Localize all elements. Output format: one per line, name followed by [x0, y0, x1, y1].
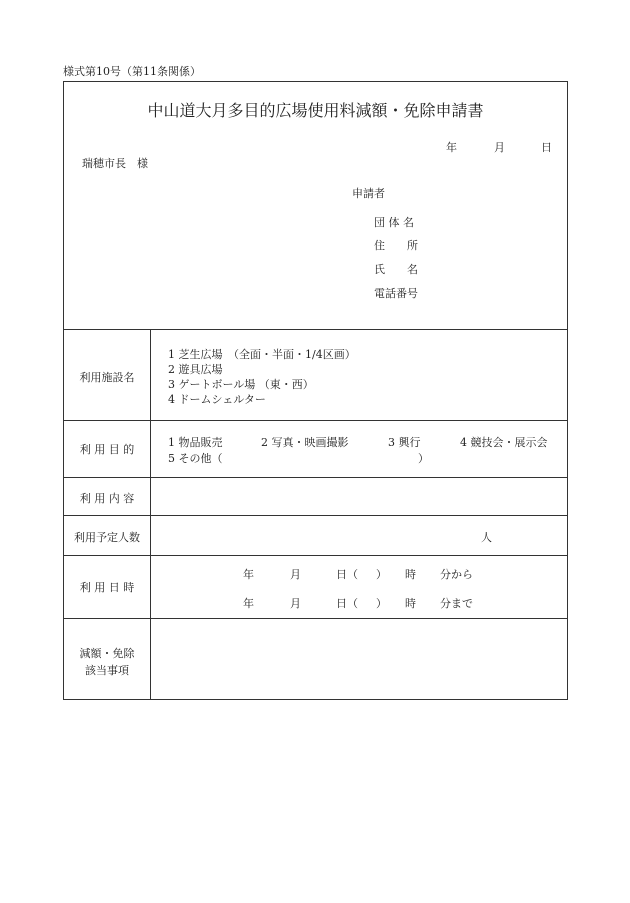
form-title: 中山道大月多目的広場使用料減額・免除申請書 — [147, 101, 484, 120]
datetime-from-weekday-close: ） — [376, 568, 387, 581]
purpose-option: 2 写真・映画撮影 — [261, 436, 349, 449]
applicant-phone-label: 電話番号 — [374, 287, 418, 300]
datetime-from-day: 日（ — [336, 568, 358, 581]
applicant-address-label: 住 所 — [374, 239, 418, 252]
facility-option: 1 芝生広場 （全面・半面・1/4区画） — [168, 348, 356, 361]
divider — [64, 477, 567, 478]
datetime-from-month: 月 — [290, 568, 301, 581]
datetime-from-minute: 分から — [440, 568, 473, 581]
date-day-label: 日 — [541, 141, 552, 154]
purpose-other-close: ） — [418, 452, 429, 465]
applicant-name-label: 氏 名 — [374, 263, 418, 276]
datetime-to-day: 日（ — [336, 597, 358, 610]
addressee: 瑞穂市長 様 — [82, 157, 148, 170]
datetime-to-minute: 分まで — [440, 597, 473, 610]
datetime-to-year: 年 — [243, 597, 254, 610]
divider — [64, 329, 567, 330]
applicant-heading: 申請者 — [352, 187, 385, 200]
applicant-group-name-label: 団 体 名 — [374, 216, 414, 229]
facility-label: 利用施設名 — [79, 371, 135, 384]
reason-label-line1: 減額・免除 — [79, 647, 135, 660]
reason-label-line2: 該当事項 — [85, 664, 129, 677]
datetime-label: 利 用 日 時 — [79, 581, 135, 594]
date-month-label: 月 — [494, 141, 505, 154]
people-unit: 人 — [481, 531, 492, 544]
divider — [64, 515, 567, 516]
purpose-option: 4 競技会・展示会 — [460, 436, 548, 449]
divider — [64, 618, 567, 619]
datetime-to-weekday-close: ） — [376, 597, 387, 610]
facility-option: 4 ドームシェルター — [168, 393, 266, 406]
facility-option: 2 遊具広場 — [168, 363, 223, 376]
facility-option: 3 ゲートボール場 （東・西） — [168, 378, 314, 391]
content-label: 利 用 内 容 — [79, 492, 135, 505]
divider — [64, 555, 567, 556]
datetime-to-month: 月 — [290, 597, 301, 610]
datetime-to-hour: 時 — [405, 597, 416, 610]
datetime-from-year: 年 — [243, 568, 254, 581]
datetime-from-hour: 時 — [405, 568, 416, 581]
form-number-label: 様式第10号（第11条関係） — [63, 65, 201, 78]
date-year-label: 年 — [446, 141, 457, 154]
purpose-option: 3 興行 — [388, 436, 421, 449]
application-form — [63, 81, 568, 700]
purpose-label: 利 用 目 的 — [79, 443, 135, 456]
column-divider — [150, 329, 151, 700]
divider — [64, 420, 567, 421]
purpose-option: 1 物品販売 — [168, 436, 223, 449]
purpose-other-open: 5 その他（ — [168, 452, 223, 465]
people-label: 利用予定人数 — [74, 531, 140, 544]
